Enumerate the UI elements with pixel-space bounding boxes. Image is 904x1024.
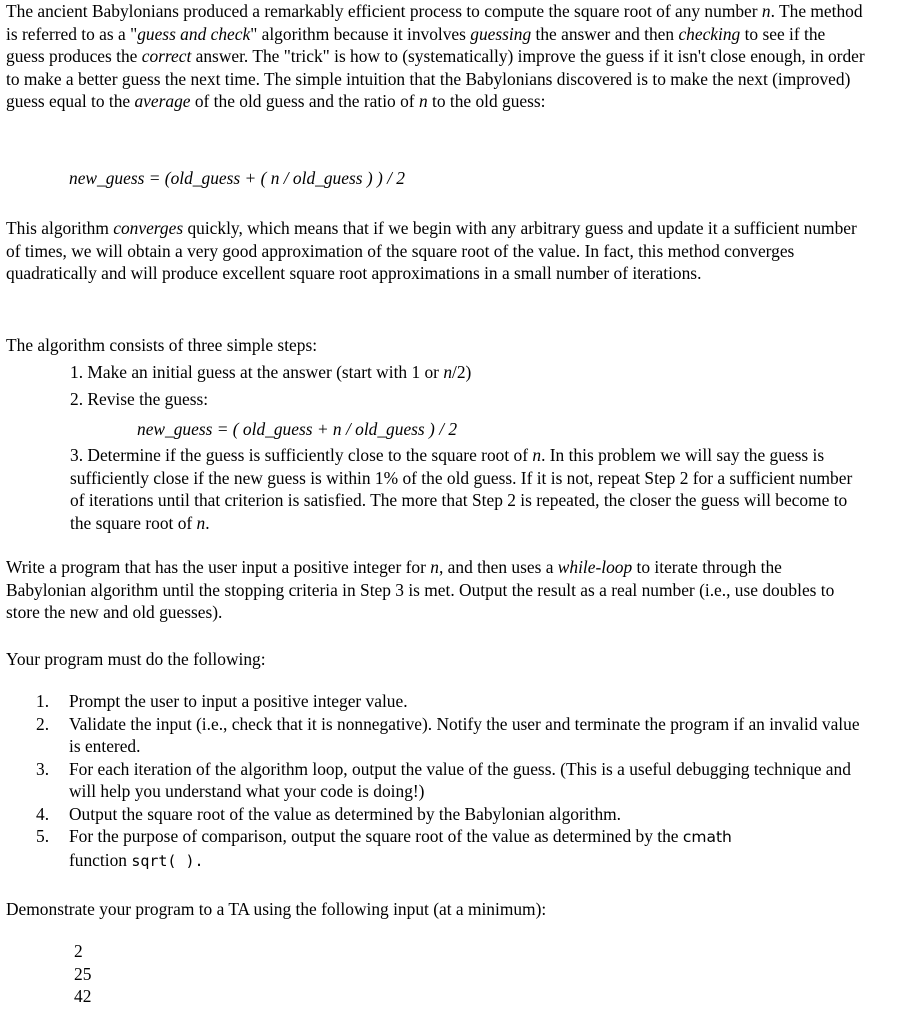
step-text: Revise the guess: (83, 388, 209, 409)
step-text: . In this problem we will say the guess is sufficiently close if the new guess is within 1% of the old guess. If it is not, repeat Step 2 for a sufficient number of iterations until that criterion is satisfied. The more that Step 2 is repeated, the closer the guess will become to the square root of (70, 445, 853, 533)
intro-text: of the old guess and the ratio of (190, 91, 419, 111)
steps-list (70, 361, 870, 410)
n-variable: n (196, 512, 206, 533)
requirement-2 (6, 713, 866, 758)
requirement-5 (6, 825, 866, 872)
n-variable: n (443, 362, 453, 382)
test-input-value: 2 (74, 941, 83, 961)
convergence-text: quickly, which means that if we begin with any arbitrary guess and update it a sufficient number of times, we will obtain a very good approximation of the square root of the value. In fact, this method converges quadratically and will produce excellent square root approximations in a small number of iterations. (6, 218, 857, 283)
step-number: 1. (70, 362, 84, 382)
requirement-number: 1. (36, 691, 50, 711)
intro-paragraph (6, 0, 866, 113)
requirement-text: For each iteration of the algorithm loop, output the value of the guess. (This is a useful debugging technique and will help you understand what your code is doing!) (69, 758, 851, 801)
intro-text: " algorithm because it involves (250, 23, 471, 44)
step-text: /2) (452, 362, 472, 382)
correct-term: correct (141, 46, 192, 66)
convergence-paragraph (6, 217, 866, 285)
step-number: 3. (70, 445, 84, 465)
n-variable: n (418, 91, 428, 111)
requirement-text: Validate the input (i.e., check that it is nonnegative). Notify the user and terminate the program if an invalid value is entered. (69, 713, 860, 756)
requirement-text: For the purpose of comparison, output the square root of the value as determined by the (69, 826, 683, 846)
step-text: Make an initial guess at the answer (start with 1 or (83, 362, 444, 382)
main-formula: new_guess = (old_guess + ( n / old_guess ) ) / 2 (69, 168, 405, 188)
average-term: average (134, 91, 191, 111)
n-variable: n, (430, 557, 444, 577)
test-input-value: 42 (74, 986, 92, 1006)
step-text: Determine if the guess is sufficiently close to the square root of (83, 445, 533, 465)
step-2-formula: new_guess = ( old_guess + n / old_guess ) / 2 (137, 419, 458, 439)
intro-text: The ancient Babylonians produced a remarkably efficient process to compute the square root of any number (6, 1, 762, 21)
requirement-text: Prompt the user to input a positive integer value. (69, 691, 408, 711)
checking-term: checking (678, 23, 741, 44)
requirement-3 (6, 758, 866, 803)
steps-intro: The algorithm consists of three simple steps: (6, 335, 318, 355)
requirement-number: 3. (36, 758, 50, 779)
program-text: Write a program that has the user input a positive integer for (6, 557, 431, 577)
requirement-number: 2. (36, 713, 50, 734)
intro-text: . The method is referred to as a " (6, 1, 863, 44)
test-inputs (74, 940, 91, 1008)
demonstrate-paragraph: Demonstrate your program to a TA using the following input (at a minimum): (6, 899, 547, 919)
step-1 (70, 361, 870, 384)
intro-text: answer. The "trick" is how to (systematically) improve the guess if it isn't close enough, in order to make a better guess the next time. The simple intuition that the Babylonians discovered is to make the next (improved) guess equal to the (6, 46, 865, 111)
requirements-list (6, 690, 866, 872)
step-2 (70, 388, 870, 411)
requirement-text: Output the square root of the value as determined by the Babylonian algorithm. (69, 803, 622, 824)
step-3 (70, 444, 866, 534)
cmath-code: cmath (682, 828, 732, 846)
intro-text: to the old guess: (427, 91, 546, 111)
test-input-value: 25 (74, 963, 92, 984)
requirement-1 (6, 690, 866, 713)
converges-term: converges (113, 218, 184, 238)
requirement-number: 5. (36, 826, 50, 846)
n-variable: n (761, 1, 771, 21)
guess-and-check-term: guess and check (137, 23, 251, 44)
requirement-4 (6, 803, 866, 826)
intro-text: to see if the guess produces the (6, 23, 826, 66)
guessing-term: guessing (470, 23, 532, 44)
step-text: . (205, 512, 210, 533)
must-do-heading: Your program must do the following: (6, 649, 266, 669)
sqrt-code: sqrt( ). (131, 851, 204, 870)
program-text: and then uses a (443, 557, 558, 577)
intro-text: the answer and then (531, 23, 679, 44)
requirement-text: function (69, 849, 132, 870)
program-paragraph (6, 556, 866, 624)
n-variable: n (532, 445, 542, 465)
while-loop-term: while-loop (557, 557, 633, 577)
convergence-text: This algorithm (6, 218, 114, 238)
requirement-number: 4. (36, 803, 50, 824)
step-number: 2. (70, 388, 84, 409)
program-text: to iterate through the Babylonian algorithm until the stopping criteria in Step 3 is met. Output the result as a real number (i.e., use doubles to store the new and old guesses). (6, 557, 835, 622)
